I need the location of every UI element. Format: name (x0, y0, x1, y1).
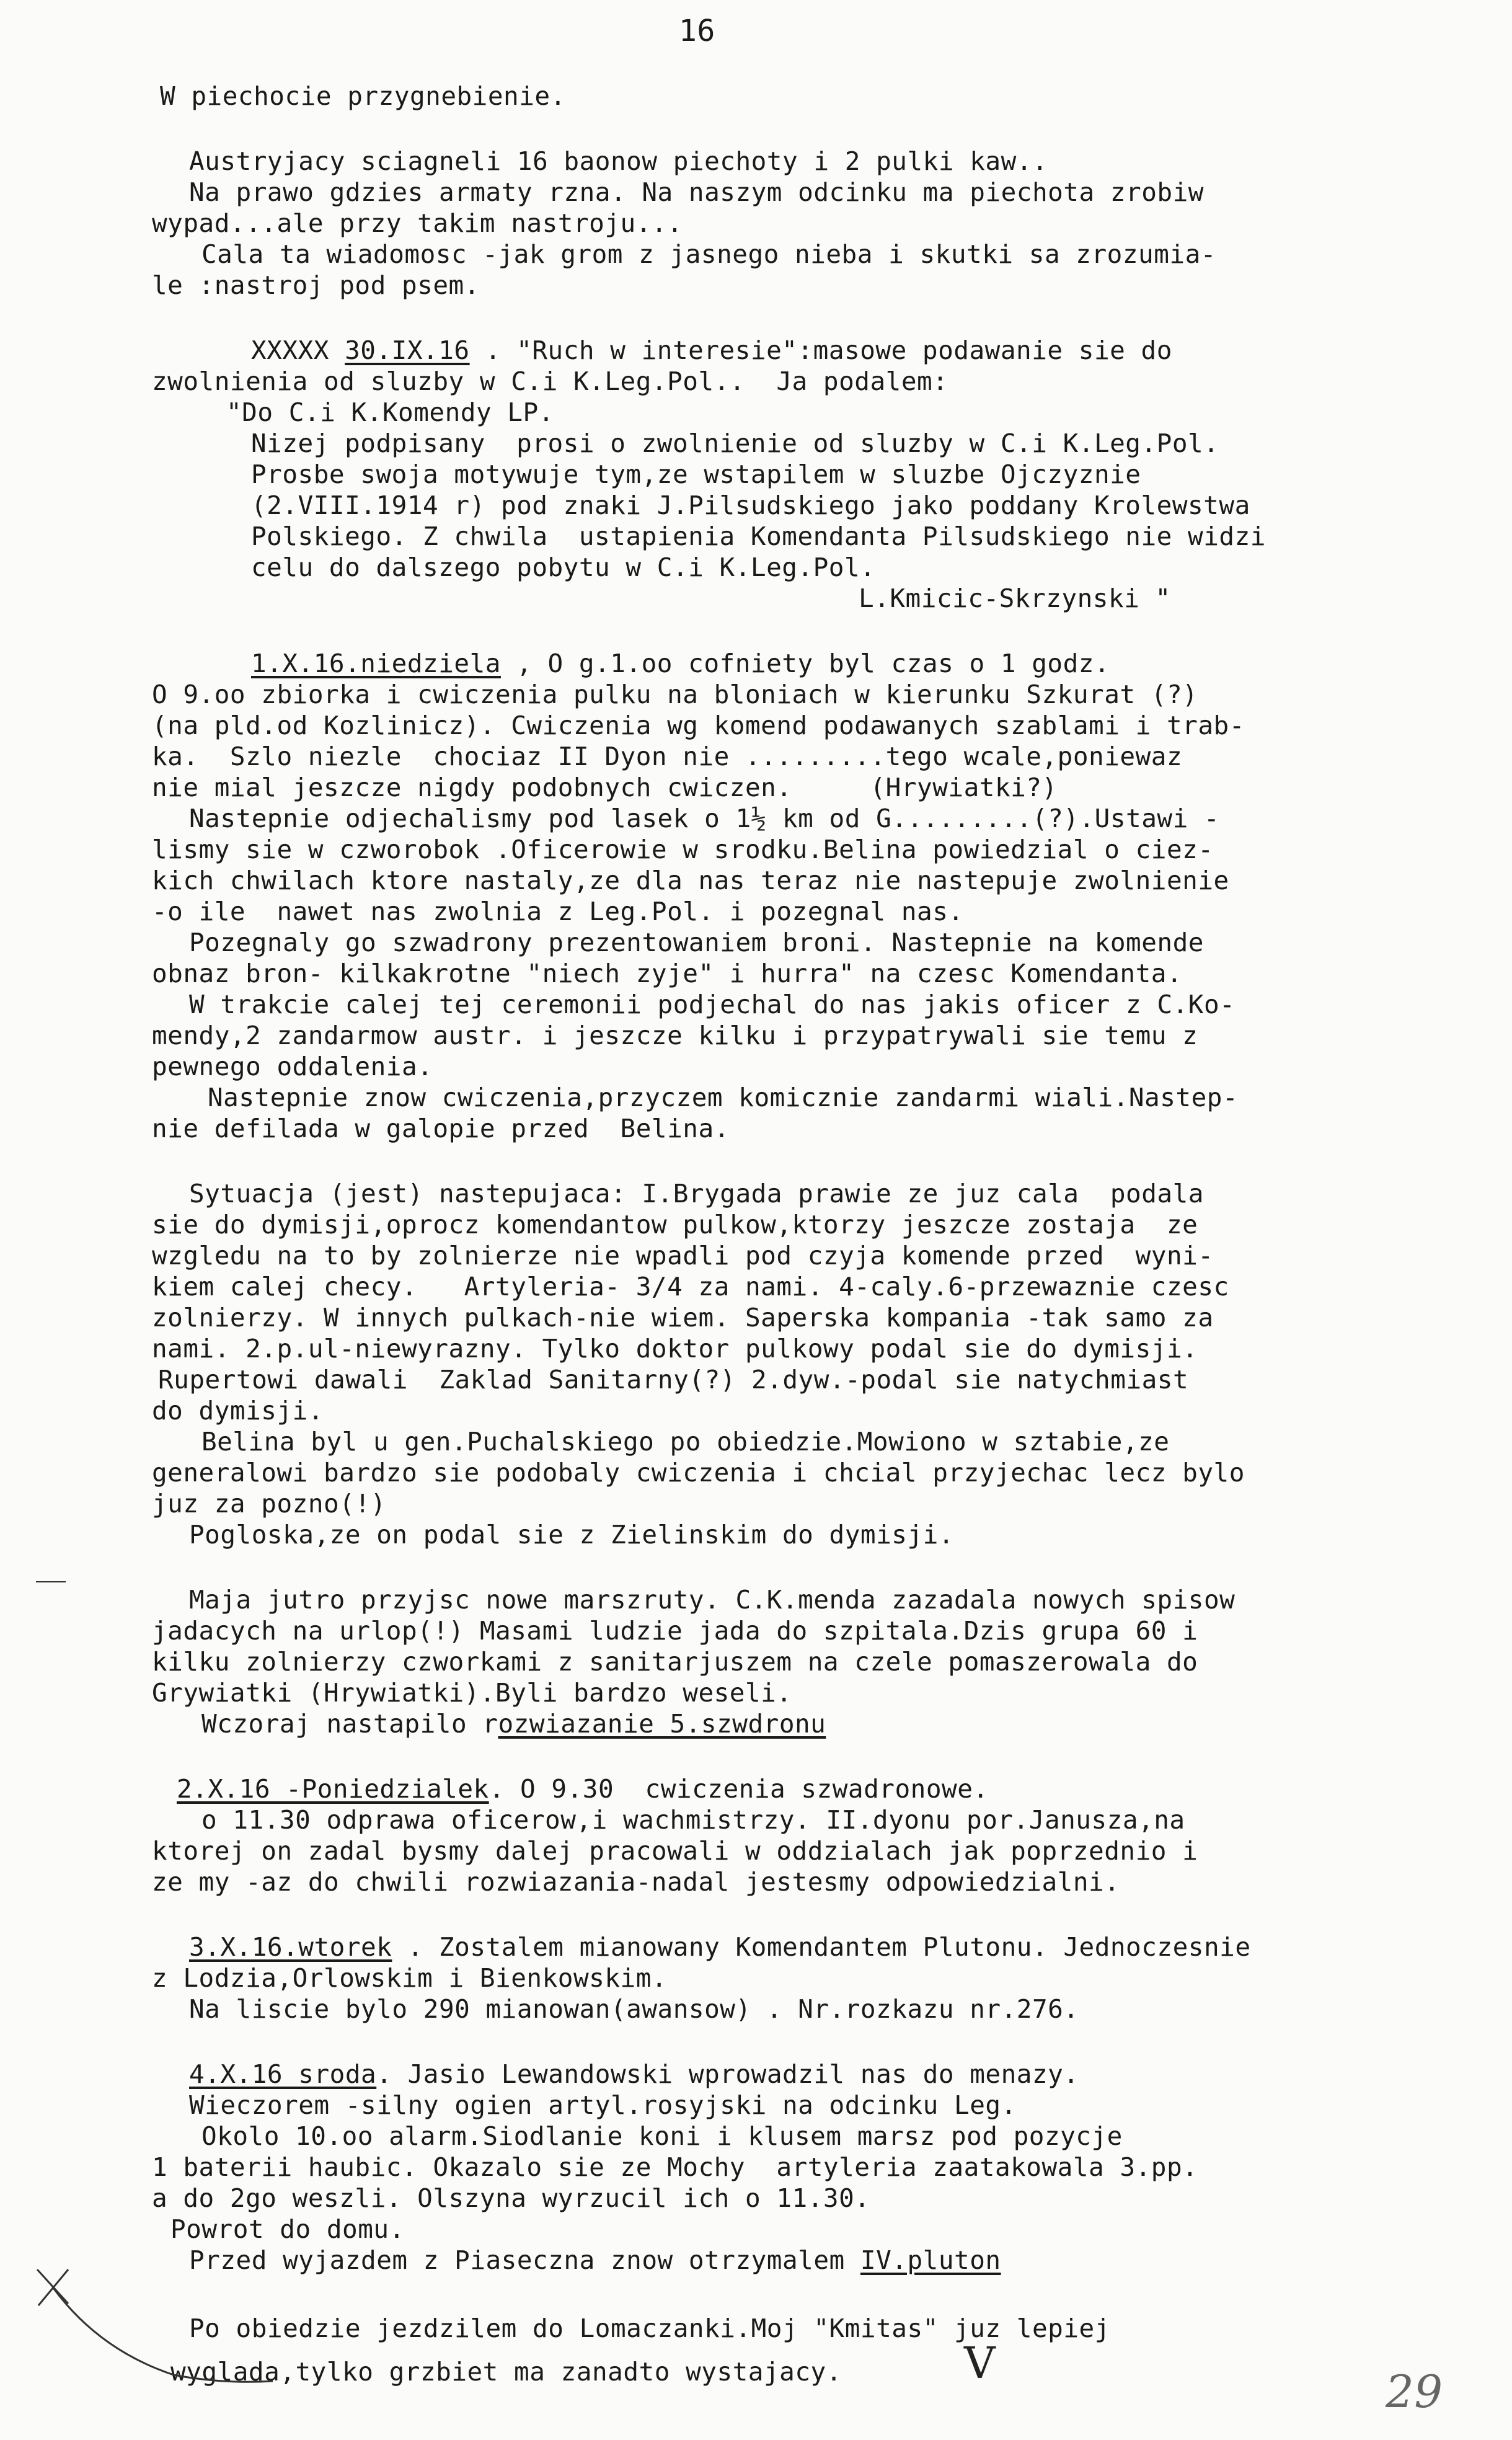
text-line (177, 1774, 989, 1804)
text-line (152, 1649, 1198, 1675)
line-text: Rupertowi dawali Zaklad Sanitarny(?) 2.dyw.-podal sie natychmiast (158, 1365, 1189, 1395)
text-line (189, 2059, 1079, 2089)
line-text: kiem calej checy. Artyleria- 3/4 za nami. 4-caly.6-przewaznie czesc (152, 1272, 1229, 1302)
check-mark: V (964, 2338, 996, 2389)
text-line (189, 1522, 954, 1548)
line-text: Nastepnie znow cwiczenia,przyczem komicznie zandarmi wiali.Nastep- (208, 1083, 1239, 1112)
line-rest: . Zostalem mianowany Komendantem Plutonu. Jednoczesnie (392, 1932, 1251, 1962)
text-line (152, 1274, 1229, 1300)
line-text: -o ile nawet nas zwolnia z Leg.Pol. i pozegnal nas. (152, 897, 964, 926)
line-text: obnaz bron- kilkakrotne "niech zyje" i hurra" na czesc Komendanta. (152, 959, 1183, 988)
line-text: Polskiego. Z chwila ustapienia Komendanta Pilsudskiego nie widzi (251, 521, 1266, 551)
line-text: a do 2go weszli. Olszyna wyrzucil ich o 11.30. (152, 2183, 870, 2213)
line-text: Na prawo gdzies armaty rzna. Na naszym odcinku ma piechota zrobiw (189, 177, 1204, 207)
line-text: jadacych na urlop(!) Masami ludzie jada do szpitala.Dzis grupa 60 i (152, 1616, 1198, 1646)
text-line (152, 868, 1229, 894)
line-text: Po obiedzie jezdzilem do Lomaczanki.Moj "Kmitas" juz lepiej (189, 2314, 1110, 2343)
line-text: Grywiatki (Hrywiatki).Byli bardzo weseli. (152, 1678, 792, 1708)
text-line (201, 1429, 1169, 1455)
line-text: Pogloska,ze on podal sie z Zielinskim do dymisji. (189, 1520, 955, 1550)
text-line (152, 775, 1058, 801)
line-text: 1 baterii haubic. Okazalo sie ze Mochy artyleria zaatakowala 3.pp. (152, 2152, 1198, 2182)
line-text: wzgledu na to by zolnierze nie wpadli pod czyja komende przed wyni- (152, 1241, 1214, 1271)
line-rest: . O 9.30 cwiczenia szwadronowe. (489, 1774, 989, 1804)
line-text: Cala ta wiadomosc -jak grom z jasnego nieba i skutki sa zrozumia- (201, 239, 1216, 269)
line-rest: . "Ruch w interesie":masowe podawanie sie do (469, 335, 1172, 365)
line-text: o 11.30 odprawa oficerow,i wachmistrzy. II.dyonu por.Janusza,na (201, 1805, 1185, 1835)
text-line (152, 1212, 1198, 1238)
text-line (201, 239, 1216, 269)
line-text: zolnierzy. W innych pulkach-nie wiem. Saperska kompania -tak samo za (152, 1303, 1214, 1333)
text-line (152, 713, 1245, 739)
line-text: sie do dymisji,oprocz komendantow pulkow,ktorzy jeszcze zostaja ze (152, 1210, 1198, 1240)
text-line (189, 1587, 1235, 1613)
text-line (152, 1054, 433, 1080)
text-line (189, 1994, 1079, 2024)
text-line (859, 583, 1171, 613)
text-line (201, 1805, 1185, 1835)
line-text: z Lodzia,Orlowskim i Bienkowskim. (152, 1963, 668, 1993)
line-text: le :nastroj pod psem. (152, 270, 480, 300)
text-line (208, 1085, 1238, 1111)
text-line (251, 521, 1266, 551)
line-text: Austryjacy sciagneli 16 baonow piechoty i 2 pulki kaw.. (189, 146, 1048, 176)
line-text: juz za pozno(!) (152, 1489, 386, 1519)
text-line (189, 992, 1235, 1018)
text-line (251, 335, 1172, 365)
line-text: Na liscie bylo 290 mianowan(awansow) . Nr.rozkazu nr.276. (189, 1994, 1079, 2024)
handwritten-bracket-mark (25, 2257, 285, 2393)
underlined-date: 3.X.16.wtorek (189, 1932, 392, 1962)
text-line (189, 2090, 1017, 2120)
line-text: ze my -az do chwili rozwiazania-nadal jestesmy odpowiedzialni. (152, 1867, 1120, 1897)
text-line (152, 208, 683, 238)
text-line (152, 2183, 870, 2213)
text-line (160, 81, 566, 111)
text-line (152, 1867, 1120, 1897)
text-line (189, 806, 1219, 832)
line-text: Pozegnaly go szwadrony prezentowaniem broni. Nastepnie na komende (189, 928, 1204, 957)
line-start: Wczoraj nastapilo r (201, 1709, 498, 1739)
line-rest: . Jasio Lewandowski wprowadzil nas do menazy. (376, 2059, 1079, 2089)
line-text: wypad...ale przy takim nastroju... (152, 208, 683, 238)
text-line (152, 899, 964, 925)
line-text: zwolnienia od sluzby w C.i K.Leg.Pol.. Ja podalem: (152, 366, 948, 396)
text-line (251, 459, 1141, 489)
line-text: nie mial jeszcze nigdy podobnych cwiczen. (Hrywiatki?) (152, 773, 1058, 802)
line-text: lismy sie w czworobok .Oficerowie w srodku.Belina powiedzial o ciez- (152, 835, 1214, 864)
text-line (152, 1243, 1214, 1269)
text-line (189, 1181, 1204, 1207)
text-line (152, 1116, 730, 1142)
page-number: 16 (679, 14, 715, 48)
line-rest: , O g.1.oo cofniety byl czas o 1 godz. (500, 649, 1110, 678)
text-line (152, 1023, 1198, 1049)
line-text: do dymisji. (152, 1396, 324, 1426)
line-text: Okolo 10.oo alarm.Siodlanie koni i klusem marsz pod pozycje (201, 2121, 1123, 2151)
archive-page-number: 29 (1386, 2366, 1443, 2418)
line-text: Maja jutro przyjsc nowe marszruty. C.K.menda zazadala nowych spisow (189, 1585, 1236, 1615)
text-line (189, 177, 1204, 207)
text-line (251, 428, 1219, 458)
line-text: ktorej on zadal bysmy dalej pracowali w oddzialach jak poprzednio i (152, 1836, 1198, 1866)
line-text: Nizej podpisany prosi o zwolnienie od sluzby w C.i K.Leg.Pol. (251, 428, 1219, 458)
text-line (201, 2121, 1123, 2151)
underlined-date: 30.IX.16 (345, 335, 470, 365)
text-line (189, 930, 1204, 956)
text-line (152, 1836, 1198, 1866)
line-text: Prosbe swoja motywuje tym,ze wstapilem w sluzbe Ojczyznie (251, 459, 1141, 489)
text-line (170, 2214, 405, 2244)
text-line (152, 744, 1182, 770)
text-line (152, 1305, 1214, 1331)
line-text: Sytuacja (jest) nastepujaca: I.Brygada prawie ze juz cala podala (189, 1179, 1204, 1209)
text-line (152, 2152, 1198, 2182)
text-line (201, 1711, 826, 1737)
struck-out-prefix: XXXXX (251, 335, 345, 365)
line-text: kich chwilach ktore nastaly,ze dla nas teraz nie nastepuje zwolnienie (152, 866, 1229, 895)
line-text: Wieczorem -silny ogien artyl.rosyjski na odcinku Leg. (189, 2090, 1017, 2120)
line-text: Powrot do domu. (170, 2214, 405, 2244)
line-text: generalowi bardzo sie podobaly cwiczenia i chcial przyjechac lecz bylo (152, 1458, 1245, 1488)
margin-dash-mark (36, 1581, 66, 1582)
line-text: celu do dalszego pobytu w C.i K.Leg.Pol. (251, 552, 876, 582)
text-line (226, 397, 554, 427)
line-text: L.Kmicic-Skrzynski " (859, 583, 1171, 613)
underlined-phrase: ozwiazanie 5.szwdronu (498, 1709, 826, 1739)
underlined-date: 2.X.16 -Poniedzialek (177, 1774, 489, 1804)
line-text: Belina byl u gen.Puchalskiego po obiedzie.Mowiono w sztabie,ze (201, 1427, 1170, 1457)
text-line (189, 1932, 1251, 1962)
text-line (189, 2245, 1001, 2275)
line-start: Przed wyjazdem z Piaseczna znow otrzymalem (189, 2245, 860, 2275)
line-text: pewnego oddalenia. (152, 1052, 433, 1081)
text-line (158, 1367, 1188, 1393)
text-line (189, 146, 1048, 176)
line-text: W trakcie calej tej ceremonii podjechal do nas jakis oficer z C.Ko- (189, 990, 1236, 1019)
line-text: kilku zolnierzy czworkami z sanitarjuszem na czele pomaszerowala do (152, 1647, 1198, 1677)
text-line (251, 552, 876, 582)
text-line (152, 1491, 386, 1517)
line-text: mendy,2 zandarmow austr. i jeszcze kilku i przypatrywali sie temu z (152, 1021, 1198, 1050)
line-text: O 9.oo zbiorka i cwiczenia pulku na bloniach w kierunku Szkurat (?) (152, 680, 1198, 709)
text-line (251, 490, 1250, 520)
text-line (152, 270, 480, 300)
text-line (152, 1460, 1245, 1486)
text-line (152, 1398, 324, 1424)
underlined-date: 1.X.16.niedziela (251, 649, 501, 678)
line-text: W piechocie przygnebienie. (160, 81, 566, 111)
underlined-phrase: IV.pluton (860, 2245, 1001, 2275)
line-text: (na pld.od Kozlinicz). Cwiczenia wg komend podawanych szablami i trab- (152, 711, 1245, 740)
text-line (152, 366, 948, 396)
text-line (152, 1680, 792, 1706)
line-text: wyglada,tylko grzbiet ma zanadto wystajacy. (170, 2357, 842, 2387)
text-line (152, 682, 1198, 708)
line-text: nami. 2.p.ul-niewyrazny. Tylko doktor pulkowy podal sie do dymisji. (152, 1334, 1198, 1364)
line-text: (2.VIII.1914 r) pod znaki J.Pilsudskiego jako poddany Krolewstwa (251, 490, 1250, 520)
text-line (152, 1336, 1198, 1362)
text-line (152, 1618, 1198, 1644)
line-text: "Do C.i K.Komendy LP. (226, 397, 554, 427)
line-text: nie defilada w galopie przed Belina. (152, 1114, 730, 1143)
text-line (152, 837, 1214, 863)
line-text: Nastepnie odjechalismy pod lasek o 1½ km od G.........(?).Ustawi - (189, 804, 1220, 833)
text-line (152, 1963, 668, 1993)
underlined-date: 4.X.16 sroda (189, 2059, 377, 2089)
line-text: ka. Szlo niezle chociaz II Dyon nie .........tego wcale,poniewaz (152, 742, 1183, 771)
text-line (152, 961, 1182, 987)
text-line (251, 651, 1110, 677)
